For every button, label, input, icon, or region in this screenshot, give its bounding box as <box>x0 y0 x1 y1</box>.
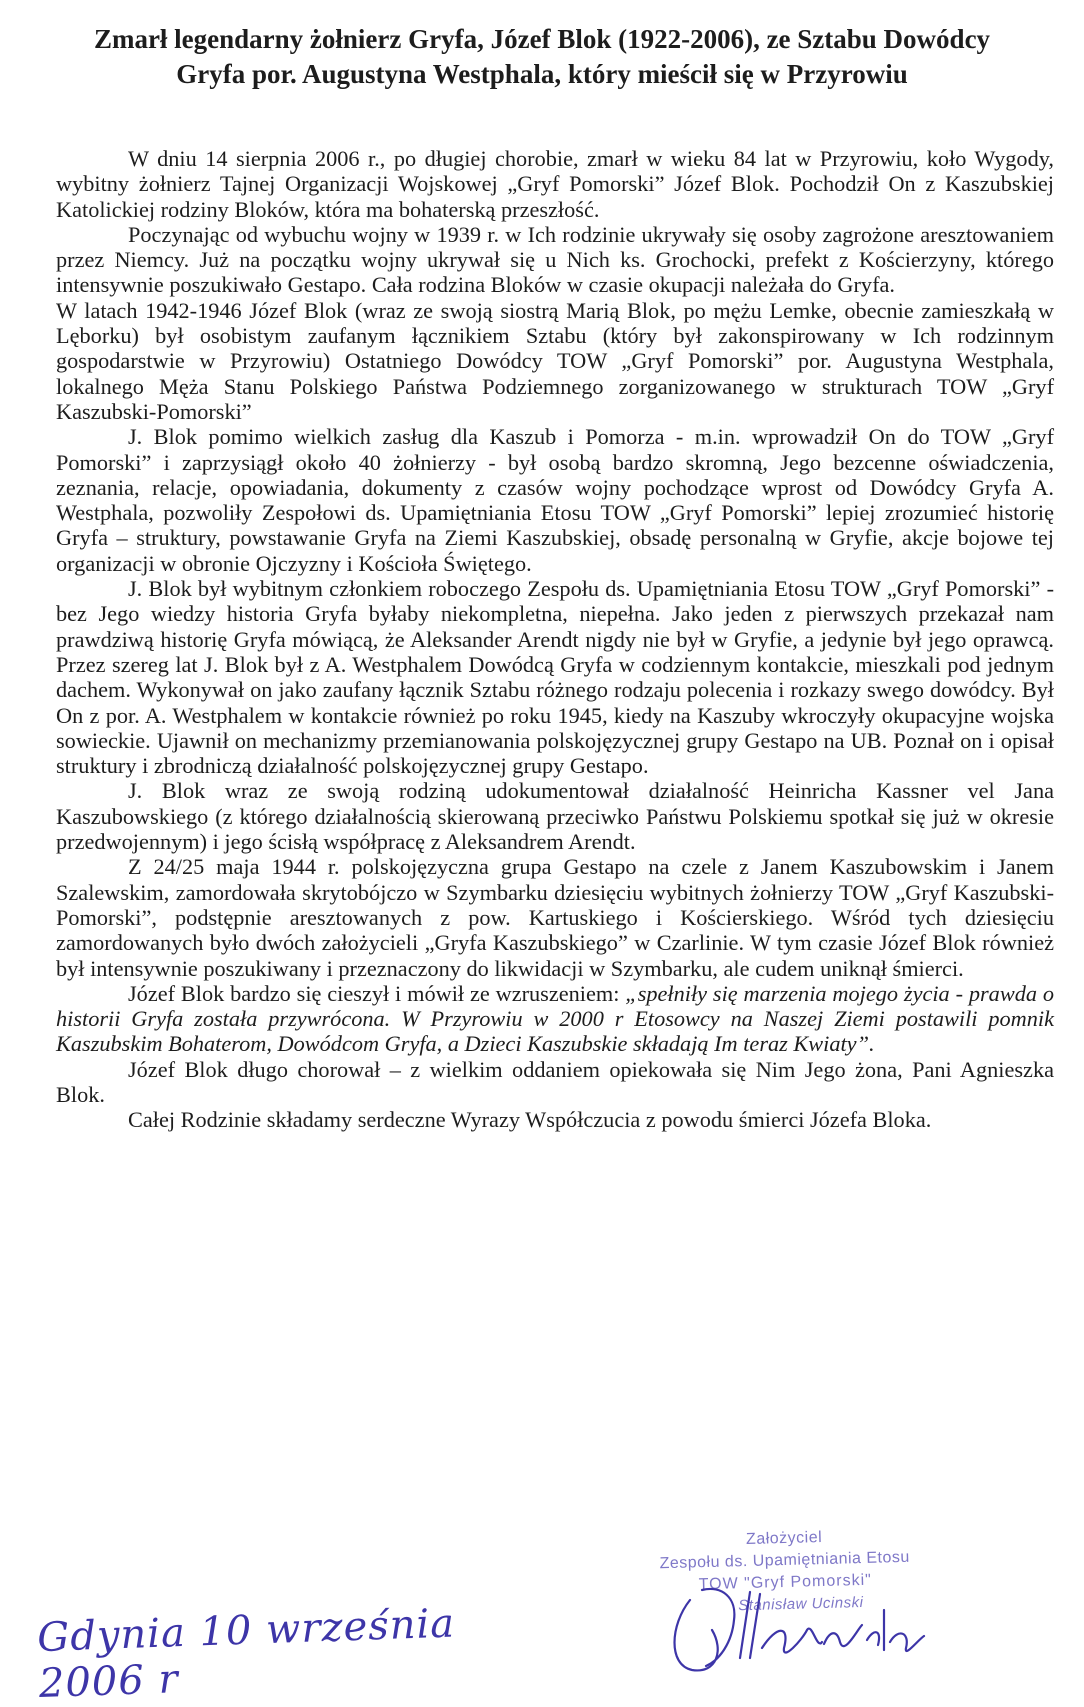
paragraph: J. Blok pomimo wielkich zasług dla Kaszub i Pomorza - m.in. wprowadził On do TOW „Gryf Pomorski” i zaprzysiągł około 40 żołnierzy - był osobą bardzo skromną, Jego bezcenne oświadczenia, zeznania, relacje, opowiadania, dokumenty z czasów wojny pochodzące wprost od Dowódcy Gryfa A. Westphala, pozwoliły Zespołowi ds. Upamiętniania Etosu TOW „Gryf Pomorski” lepiej zrozumieć historię Gryfa – struktury, powstawanie Gryfa na Ziemi Kaszubskiej, obsadę personalną w Gryfie, akcje bojowe tej organizacji w obronie Ojczyzny i Kościoła Świętego. <box>56 424 1054 576</box>
paragraph: J. Blok był wybitnym członkiem roboczego Zespołu ds. Upamiętniania Etosu TOW „Gryf Pomorski” - bez Jego wiedzy historia Gryfa byłaby niekompletna, niepełna. Jako jeden z pierwszych przekazał nam prawdziwą historię Gryfa mówiącą, że Aleksander Arendt nigdy nie był w Gryfie, a jedynie był jego oprawcą. Przez szereg lat J. Blok był z A. Westphalem Dowódcą Gryfa w codziennym kontakcie, mieszkali pod jednym dachem. Wykonywał on jako zaufany łącznik Sztabu różnego rodzaju polecenia i rozkazy swego dowódcy. Był On z por. A. Westphalem w kontakcie również po roku 1945, kiedy na Kaszuby wkroczyły okupacyjne wojska sowieckie. Ujawnił on mechanizmy przemianowania polskojęzycznej grupy Gestapo na UB. Poznał on i opisał struktury i zbrodniczą działalność polskojęzycznej grupy Gestapo. <box>56 576 1054 779</box>
paragraph: Z 24/25 maja 1944 r. polskojęzyczna grupa Gestapo na czele z Janem Kaszubowskim i Janem Szalewskim, zamordowała skrytobójczo w Szymbarku dziesięciu wybitnych żołnierzy TOW „Gryf Kaszubski-Pomorski”, podstępnie aresztowanych z pow. Kartuskiego i Kościerskiego. Wśród tych dziesięciu zamordowanych było dwóch założycieli „Gryfa Kaszubskiego” w Czarlinie. W tym czasie Józef Blok również był intensywnie poszukiwany i przeznaczony do likwidacji w Szymbarku, ale cudem uniknął śmierci. <box>56 854 1054 981</box>
stamp-line-1: Założyciel <box>745 1529 823 1549</box>
article-body <box>56 146 1054 1133</box>
quote-text: „spełniły się marzenia mojego życia - prawda o historii Gryfa została przywrócona. W Przyrowiu w 2000 r Etosowcy na Naszej Ziemi postawili pomnik Kaszubskim Bohaterom, Dowódcom Gryfa, a Dzieci Kaszubskie składają Im teraz Kwiaty”. <box>56 980 1055 1057</box>
title-line-2: Gryfa por. Augustyna Westphala, który mieścił się w Przyrowiu <box>176 59 908 89</box>
paragraph: J. Blok wraz ze swoją rodziną udokumentował działalność Heinricha Kassner vel Jana Kaszubowskiego (z którego działalnością skierowaną przeciwko Państwu Polskiemu spotkał się już w okresie przedwojennym) i jego ścisłą współpracę z Aleksandrem Arendt. <box>56 778 1054 855</box>
handwritten-place-date: Gdynia 10 września 2006 r <box>36 1600 456 1707</box>
title-line-1: Zmarł legendarny żołnierz Gryfa, Józef Blok (1922-2006), ze Sztabu Dowódcy <box>93 24 991 54</box>
paragraph: Poczynając od wybuchu wojny w 1939 r. w Ich rodzinie ukrywały się osoby zagrożone aresztowaniem przez Niemcy. Już na początku wojny ukrywał się u Nich ks. Grochocki, prefekt z Kościerzyny, którego intensywnie poszukiwało Gestapo. Cała rodzina Bloków w czasie okupacji należała do Gryfa. <box>56 221 1054 298</box>
paragraph: W latach 1942-1946 Józef Blok (wraz ze swoją siostrą Marią Blok, po mężu Lemke, obecnie zamieszkałą w Lęborku) był osobistym zaufanym łącznikiem Sztabu (który był zakonspirowany w Ich rodzinnym gospodarstwie w Przyrowiu) Ostatniego Dowódcy TOW „Gryf Pomorski” por. Augustyna Westphala, lokalnego Męża Stanu Polskiego Państwa Podziemnego zorganizowanego w strukturach TOW „Gryf Kaszubski-Pomorski” <box>56 297 1054 424</box>
document-title <box>40 22 1044 92</box>
quote-lead: Józef Blok bardzo się cieszył i mówił ze wzruszeniem: <box>128 980 626 1006</box>
stamp-line-4: Stanisław Ucinski <box>738 1593 864 1615</box>
stamp-line-3: TOW "Gryf Pomorski" <box>698 1571 873 1594</box>
paragraph: Józef Blok długo chorował – z wielkim oddaniem opiekowała się Nim Jego żona, Pani Agnieszka Blok. <box>56 1056 1054 1107</box>
paragraph: Całej Rodzinie składamy serdeczne Wyrazy Współczucia z powodu śmierci Józefa Bloka. <box>128 1107 932 1133</box>
quote-paragraph <box>56 981 1054 1057</box>
stamp-line-2: Zespołu ds. Upamiętniania Etosu <box>659 1548 911 1573</box>
paragraph: W dniu 14 sierpnia 2006 r., po długiej chorobie, zmarł w wieku 84 lat w Przyrowiu, koło Wygody, wybitny żołnierz Tajnej Organizacji Wojskowej „Gryf Pomorski” Józef Blok. Pochodził On z Kaszubskiej Katolickiej rodziny Bloków, która ma bohaterską przeszłość. <box>56 146 1054 222</box>
handwritten-signature <box>662 1570 962 1680</box>
